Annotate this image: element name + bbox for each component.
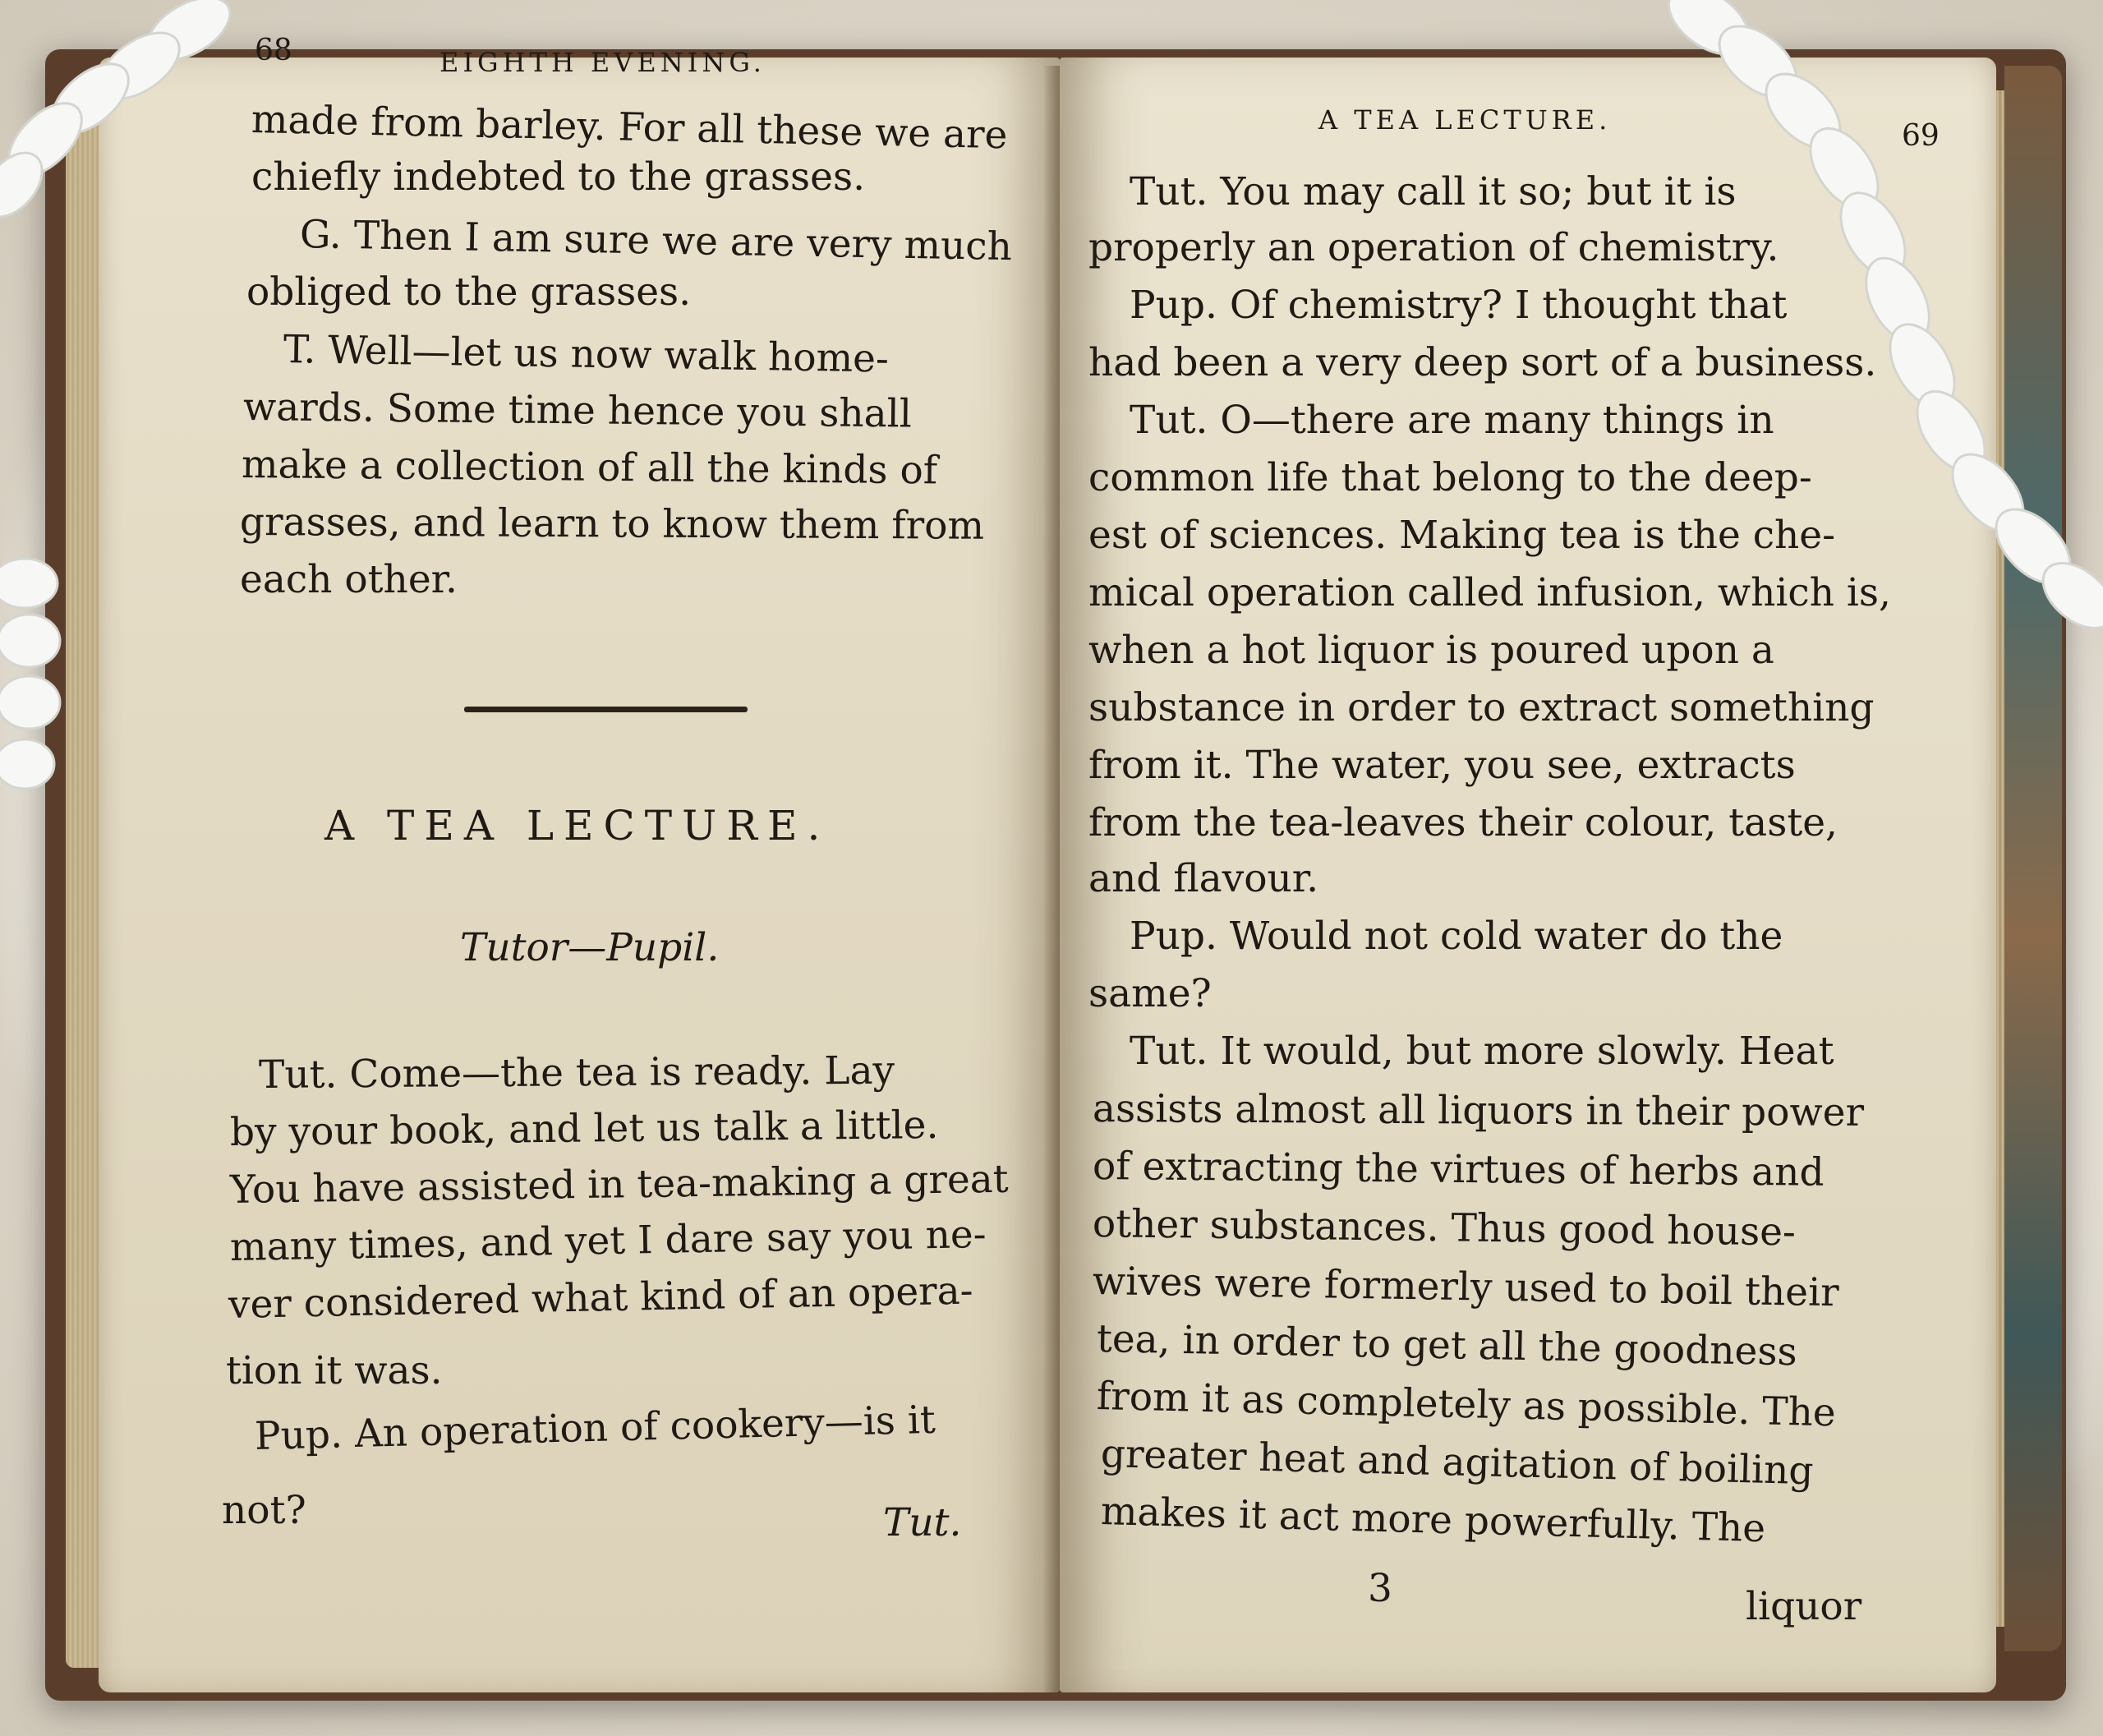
left-running-head: EIGHTH EVENING. xyxy=(439,47,766,78)
left-text-line: You have assisted in tea-making a great xyxy=(229,1156,1009,1213)
right-text-line: Tut. O—there are many things in xyxy=(1130,398,1774,443)
left-text-line: Pup. An operation of cookery—is it xyxy=(254,1397,936,1459)
right-text-line: properly an operation of chemistry. xyxy=(1088,225,1779,270)
left-text-line: wards. Some time hence you shall xyxy=(242,384,913,437)
left-text-line: not? xyxy=(222,1488,306,1533)
section-divider-rule xyxy=(464,707,748,712)
left-text-line: obliged to the grasses. xyxy=(246,269,692,315)
right-text-line: mical operation called infusion, which is, xyxy=(1088,570,1891,615)
right-text-line: tea, in order to get all the goodness xyxy=(1096,1316,1798,1375)
right-text-line: wives were formerly used to boil their xyxy=(1092,1259,1840,1316)
left-text-line: make a collection of all the kinds of xyxy=(241,442,938,494)
right-text-line: from it as completely as possible. The xyxy=(1096,1374,1837,1436)
section-title: A TEA LECTURE. xyxy=(324,802,831,850)
signature-mark: 3 xyxy=(1368,1566,1392,1611)
left-text-line: tion it was. xyxy=(226,1348,443,1393)
right-text-line: greater heat and agitation of boiling xyxy=(1100,1431,1815,1494)
right-catchword: liquor xyxy=(1746,1584,1862,1629)
right-text-line: Tut. You may call it so; but it is xyxy=(1130,169,1737,214)
left-text-line: ver considered what kind of an opera- xyxy=(228,1268,973,1328)
left-text-line: by your book, and let us talk a little. xyxy=(229,1102,939,1155)
left-page-number: 68 xyxy=(255,34,292,67)
right-text-line: Pup. Of chemistry? I thought that xyxy=(1130,283,1788,328)
right-text-line: Pup. Would not cold water do the xyxy=(1130,914,1783,959)
left-page xyxy=(99,34,1060,1692)
left-text-line: made from barley. For all these we are xyxy=(251,97,1008,159)
right-text-line: substance in order to extract something xyxy=(1088,685,1875,730)
left-text-line: grasses, and learn to know them from xyxy=(239,500,985,549)
right-text-line: assists almost all liquors in their power xyxy=(1092,1086,1865,1135)
left-text-line: G. Then I am sure we are very much xyxy=(299,212,1013,270)
right-text-line: from the tea-leaves their colour, taste, xyxy=(1088,800,1838,845)
left-catchword: Tut. xyxy=(883,1500,962,1545)
left-text-line: T. Well—let us now walk home- xyxy=(283,327,890,382)
right-text-line: when a hot liquor is poured upon a xyxy=(1088,628,1774,673)
right-text-line: had been a very deep sort of a business. xyxy=(1088,340,1877,385)
left-text-line: chiefly indebted to the grasses. xyxy=(251,154,866,200)
right-text-line: same? xyxy=(1088,971,1212,1016)
left-text-line: many times, and yet I dare say you ne- xyxy=(229,1211,987,1270)
right-text-line: Tut. It would, but more slowly. Heat xyxy=(1130,1029,1834,1074)
right-page-number: 69 xyxy=(1902,119,1940,153)
right-text-line: of extracting the virtues of herbs and xyxy=(1092,1144,1825,1195)
right-text-line: makes it act more powerfully. The xyxy=(1100,1489,1766,1552)
left-ribbon-top xyxy=(0,0,246,246)
right-text-line: other substances. Thus good house- xyxy=(1092,1201,1797,1255)
left-text-line: each other. xyxy=(240,557,458,602)
dialogue-speakers: Tutor—Pupil. xyxy=(460,925,720,970)
right-text-line: common life that belong to the deep- xyxy=(1088,455,1812,500)
right-text-line: from it. The water, you see, extracts xyxy=(1088,743,1796,788)
right-ribbon xyxy=(1659,0,2103,641)
right-text-line: est of sciences. Making tea is the che- xyxy=(1088,513,1835,558)
left-ribbon-side xyxy=(0,550,74,813)
right-running-head: A TEA LECTURE. xyxy=(1318,104,1612,136)
left-text-line: Tut. Come—the tea is ready. Lay xyxy=(258,1048,895,1098)
right-text-line: and flavour. xyxy=(1088,856,1319,901)
